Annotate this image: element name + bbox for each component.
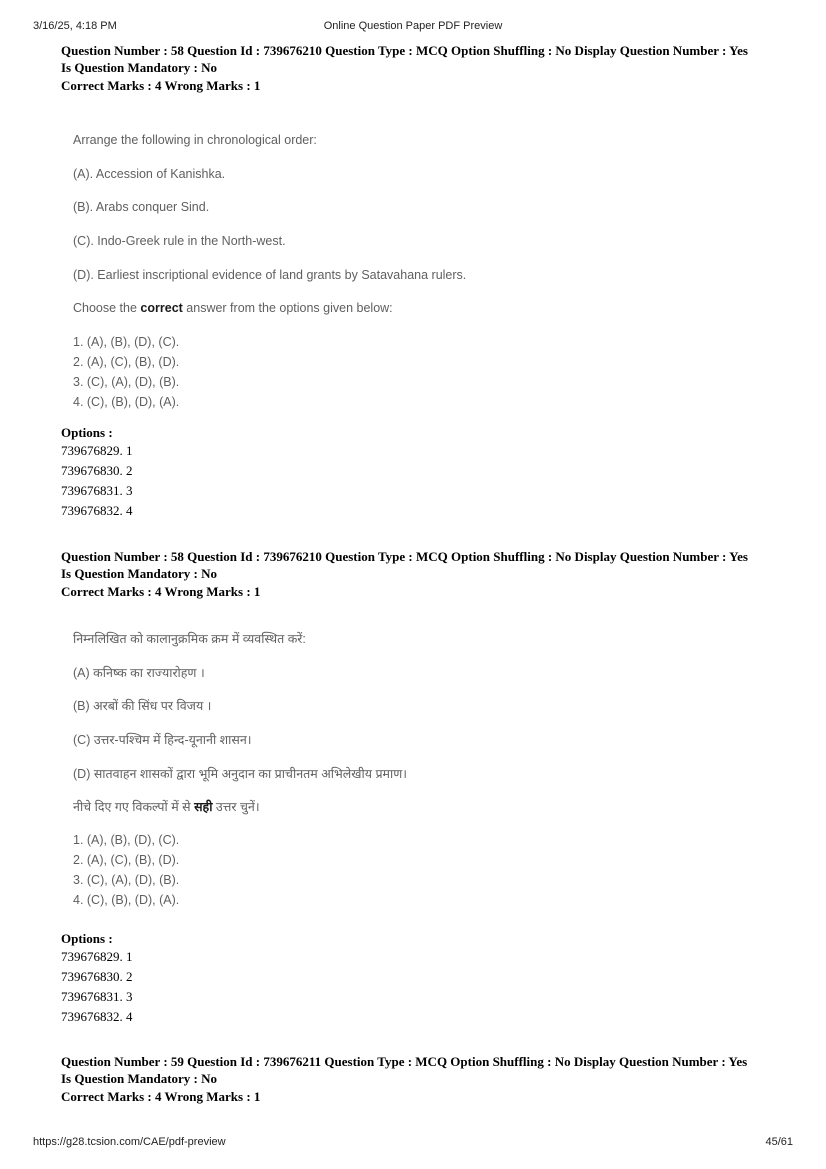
answer-choice: 2. (A), (C), (B), (D). xyxy=(73,355,180,369)
answer-choice: 3. (C), (A), (D), (B). xyxy=(73,873,180,887)
answer-choice: 3. (C), (A), (D), (B). xyxy=(73,375,180,389)
question-marks: Correct Marks : 4 Wrong Marks : 1 xyxy=(61,78,261,93)
option-item: 739676829. 1 xyxy=(61,949,133,964)
option-item: 739676830. 2 xyxy=(61,969,133,984)
question-meta-line: Question Number : 58 Question Id : 739676210 Question Type : MCQ Option Shuffling : No Display Question Number : Yes xyxy=(61,549,748,564)
question-meta xyxy=(61,548,781,600)
print-datetime: 3/16/25, 4:18 PM xyxy=(33,20,117,32)
question-block xyxy=(61,548,781,907)
choose-instruction: नीचे दिए गए विकल्पों में से सही उत्तर चुनें। xyxy=(73,800,260,814)
options-label: Options : xyxy=(61,425,113,440)
answer-choice: 4. (C), (B), (D), (A). xyxy=(73,395,180,409)
question-image xyxy=(73,94,781,409)
question-meta-line: Question Number : 58 Question Id : 739676210 Question Type : MCQ Option Shuffling : No Display Question Number : Yes xyxy=(61,43,748,58)
question-stem: Arrange the following in chronological order: xyxy=(73,133,317,147)
question-stem: निम्नलिखित को कालानुक्रमिक क्रम में व्यवस्थित करें: xyxy=(73,632,306,646)
question-marks: Correct Marks : 4 Wrong Marks : 1 xyxy=(61,584,261,599)
question-meta xyxy=(61,1053,781,1105)
question-marks: Correct Marks : 4 Wrong Marks : 1 xyxy=(61,1089,261,1104)
statement: (D). Earliest inscriptional evidence of land grants by Satavahana rulers. xyxy=(73,268,467,282)
print-header xyxy=(33,20,793,34)
print-url: https://g28.tcsion.com/CAE/pdf-preview xyxy=(33,1136,226,1148)
option-item: 739676829. 1 xyxy=(61,443,133,458)
choose-instruction: Choose the correct answer from the options given below: xyxy=(73,301,393,315)
page-number: 45/61 xyxy=(765,1136,793,1148)
statement: (B) अरबों की सिंध पर विजय । xyxy=(73,699,212,713)
options-block xyxy=(61,931,781,1027)
question-mandatory: Is Question Mandatory : No xyxy=(61,1071,218,1086)
option-item: 739676831. 3 xyxy=(61,483,133,498)
statement: (A). Accession of Kanishka. xyxy=(73,167,226,181)
question-block xyxy=(61,42,781,409)
answer-choice: 1. (A), (B), (D), (C). xyxy=(73,335,180,349)
question-mandatory: Is Question Mandatory : No xyxy=(61,566,218,581)
statement: (C) उत्तर-पश्चिम में हिन्द-यूनानी शासन। xyxy=(73,733,252,747)
option-item: 739676830. 2 xyxy=(61,463,133,478)
statement: (B). Arabs conquer Sind. xyxy=(73,200,210,214)
question-meta-line: Question Number : 59 Question Id : 739676211 Question Type : MCQ Option Shuffling : No Display Question Number : Yes xyxy=(61,1054,748,1069)
answer-choice: 4. (C), (B), (D), (A). xyxy=(73,893,180,907)
answer-choice: 2. (A), (C), (B), (D). xyxy=(73,853,180,867)
print-title: Online Question Paper PDF Preview xyxy=(323,20,503,32)
option-item: 739676832. 4 xyxy=(61,1009,133,1024)
print-footer xyxy=(33,1136,793,1150)
statement: (A) कनिष्क का राज्यारोहण । xyxy=(73,666,205,680)
question-meta xyxy=(61,42,781,94)
question-mandatory: Is Question Mandatory : No xyxy=(61,60,218,75)
answer-choice: 1. (A), (B), (D), (C). xyxy=(73,833,180,847)
option-item: 739676832. 4 xyxy=(61,503,133,518)
options-block xyxy=(61,425,781,521)
statement: (C). Indo-Greek rule in the North-west. xyxy=(73,234,286,248)
question-image xyxy=(73,600,781,907)
options-label: Options : xyxy=(61,931,113,946)
option-item: 739676831. 3 xyxy=(61,989,133,1004)
statement: (D) सातवाहन शासकों द्वारा भूमि अनुदान का प्राचीनतम अभिलेखीय प्रमाण। xyxy=(73,767,408,781)
question-block xyxy=(61,1053,781,1105)
